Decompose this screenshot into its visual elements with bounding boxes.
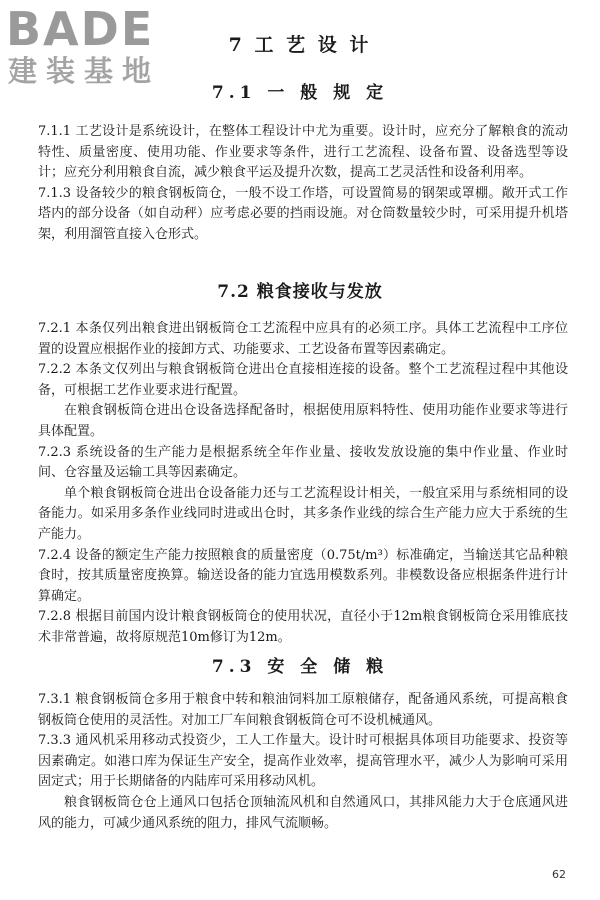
paragraph-7-3-1: 7.3.1 粮食钢板筒仓多用于粮食中转和粮油饲料加工原粮储存，配备通风系统，可提高粮食钢板筒仓使用的灵活性。对加工厂车间粮食钢板筒仓可不设机械通风。	[38, 692, 568, 728]
paragraph-7-1-1: 7.1.1 工艺设计是系统设计，在整体工程设计中尤为重要。设计时，应充分了解粮食的流动特性、质量密度、使用功能、作业要求等条件，进行工艺流程、设备布置、设备选型等设计；应充分利用粮食自流，减少粮食平运及提升次数，提高工艺灵活性和设备利用率。	[38, 124, 568, 181]
section-body-7-2	[38, 319, 568, 649]
section-title-7-1: 7.1 一 般 规 定	[211, 83, 389, 103]
paragraph-7-1-3: 7.1.3 设备较少的粮食钢板筒仓，一般不设工作塔，可设置简易的钢架或罩棚。敞开式工作塔内的部分设备（如自动秤）应考虑必要的挡雨设施。对仓筒数量较少时，可采用提升机塔架，利用溜管直接入仓形式。	[38, 185, 568, 242]
section-title-7-3: 7.3 安 全 储 粮	[211, 657, 389, 677]
paragraph-7-2-3: 7.2.3 系统设备的生产能力是根据系统全年作业量、接收发放设施的集中作业量、作业时间、仓容量及运输工具等因素确定。	[38, 444, 568, 481]
paragraph-7-3-3-continued: 粮食钢板筒仓仓上通风口包括仓顶轴流风机和自然通风口，其排风能力大于仓底通风进风的能力，可减少通风系统的阻力，排风气流顺畅。	[38, 794, 568, 831]
paragraph-7-2-4: 7.2.4 设备的额定生产能力按照粮食的质量密度（0.75t/m³）标准确定，当输送其它品种粮食时，按其质量密度换算。输送设备的能力宜选用模数系列。非模数设备应根据条件进行计算确定。	[38, 547, 568, 604]
logo-chinese-text: 建装基地	[8, 54, 161, 88]
paragraph-7-2-3-continued: 单个粮食钢板筒仓进出仓设备能力还与工艺流程设计相关，一般宜采用与系统相同的设备能力。如采用多条作业线同时进或出仓时，其多条作业线的综合生产能力应大于系统的生产能力。	[38, 485, 568, 542]
paragraph-7-2-1: 7.2.1 本条仅列出粮食进出钢板筒仓工艺流程中应具有的必须工序。具体工艺流程中工序位置的设置应根据作业的接卸方式、功能要求、工艺设备布置等因素确定。	[38, 321, 568, 357]
page-number: 62	[552, 868, 566, 881]
section-body-7-1	[38, 122, 568, 246]
paragraph-7-2-8: 7.2.8 根据目前国内设计粮食钢板筒仓的使用状况，直径小于12m粮食钢板筒仓采用锥底技术非常普遍，故将原规范10m修订为12m。	[38, 609, 568, 645]
chapter-title: 7 工 艺 设 计	[228, 34, 372, 56]
section-title-7-2: 7.2 粮食接收与发放	[217, 282, 383, 302]
paragraph-7-2-2-continued: 在粮食钢板筒仓进出仓设备选择配备时，根据使用原料特性、使用功能作业要求等进行具体配置。	[38, 403, 568, 439]
paragraph-7-3-3: 7.3.3 通风机采用移动式投资少，工人工作量大。设计时可根据具体项目功能要求、投资等因素确定。如港口库为保证生产安全，提高作业效率，提高管理水平，减少人为影响可采用固定式；用于长期储备的内陆库可采用移动风机。	[38, 733, 568, 790]
section-body-7-3	[38, 690, 568, 834]
paragraph-7-2-2: 7.2.2 本条文仅列出与粮食钢板筒仓进出仓直接相连接的设备。整个工艺流程过程中其他设备，可根据工艺作业要求进行配置。	[38, 362, 568, 398]
logo-latin-text: BADE	[6, 2, 155, 56]
